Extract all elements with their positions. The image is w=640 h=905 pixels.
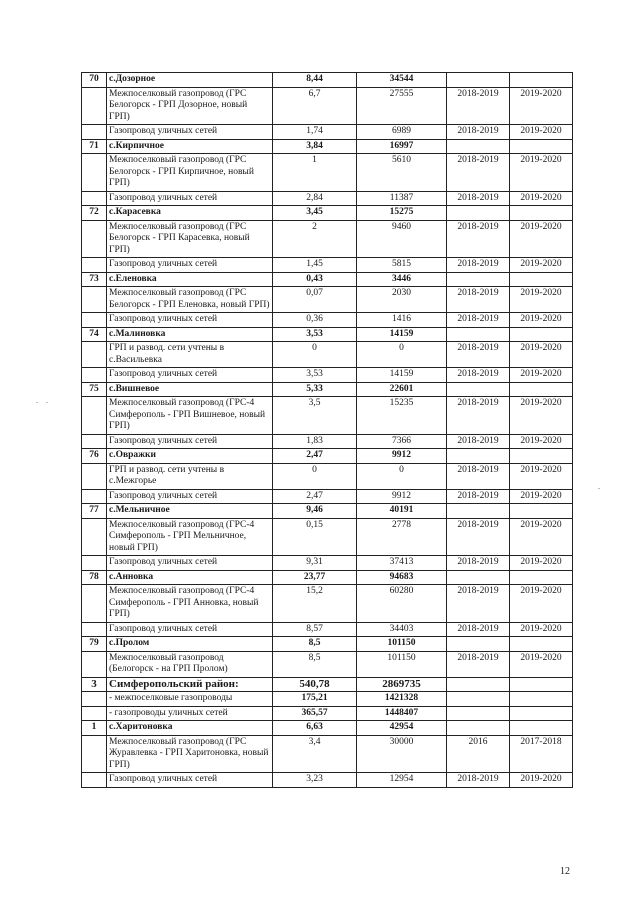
cell-length: 3,84 [273, 139, 357, 154]
cell-cost: 94683 [357, 570, 447, 585]
cell-period-2: 2019-2020 [510, 489, 573, 504]
cell-name: Газопровод уличных сетей [107, 489, 273, 504]
cell-cost: 1416 [357, 313, 447, 328]
cell-period-2: 2019-2020 [510, 463, 573, 489]
table-row [82, 287, 573, 313]
table-row [82, 735, 573, 773]
cell-name: Межпоселковый газопровод (ГРС Белогорск - ГРП Еленовка, новый ГРП) [107, 287, 273, 313]
cell-period-1 [447, 382, 510, 397]
cell-name: ГРП и развод. сети учтены в с.Межгорье [107, 463, 273, 489]
cell-length: 0,36 [273, 313, 357, 328]
cell-period-2 [510, 706, 573, 721]
cell-period-1 [447, 706, 510, 721]
cell-name: с.Вишневое [107, 382, 273, 397]
cell-cost: 6989 [357, 125, 447, 140]
village-row [82, 206, 573, 221]
cell-length: 23,77 [273, 570, 357, 585]
cell-period-2 [510, 449, 573, 464]
table-row [82, 556, 573, 571]
cell-number [82, 622, 107, 637]
cell-name: с.Дозорное [107, 73, 273, 88]
table-row [82, 489, 573, 504]
table-row [82, 154, 573, 192]
cell-length: 8,5 [273, 651, 357, 677]
cell-length: 3,53 [273, 327, 357, 342]
cell-name: Межпоселковый газопровод (ГРС Белогорск - ГРП Кирпичное, новый ГРП) [107, 154, 273, 192]
cell-name: Газопровод уличных сетей [107, 125, 273, 140]
cell-period-1 [447, 692, 510, 707]
cell-name: с.Овражки [107, 449, 273, 464]
cell-period-2 [510, 327, 573, 342]
cell-period-1 [447, 139, 510, 154]
cell-cost: 14159 [357, 368, 447, 383]
village-row [82, 327, 573, 342]
cell-length: 1 [273, 154, 357, 192]
cell-length: 0 [273, 342, 357, 368]
cell-number: 77 [82, 504, 107, 519]
cell-length: 8,44 [273, 73, 357, 88]
cell-number: 78 [82, 570, 107, 585]
cell-period-1: 2018-2019 [447, 518, 510, 556]
cell-period-2 [510, 139, 573, 154]
table-row [82, 87, 573, 125]
cell-cost: 15275 [357, 206, 447, 221]
cell-period-1: 2018-2019 [447, 258, 510, 273]
cell-period-1: 2018-2019 [447, 434, 510, 449]
cell-period-2 [510, 677, 573, 692]
cell-period-1: 2018-2019 [447, 773, 510, 788]
cell-period-2 [510, 73, 573, 88]
cell-cost: 60280 [357, 585, 447, 623]
cell-cost: 27555 [357, 87, 447, 125]
cell-period-2 [510, 721, 573, 736]
scan-speck [598, 488, 600, 489]
table-row [82, 191, 573, 206]
cell-length: 2 [273, 220, 357, 258]
cell-length: 3,45 [273, 206, 357, 221]
cell-period-2 [510, 504, 573, 519]
cell-cost: 0 [357, 342, 447, 368]
cell-period-2 [510, 272, 573, 287]
cell-number [82, 397, 107, 435]
village-row [82, 637, 573, 652]
cell-period-1 [447, 206, 510, 221]
village-row [82, 570, 573, 585]
page-number: 12 [560, 866, 570, 877]
cell-cost: 11387 [357, 191, 447, 206]
cell-name: Газопровод уличных сетей [107, 258, 273, 273]
cell-period-2: 2019-2020 [510, 191, 573, 206]
cell-number [82, 585, 107, 623]
cell-name: Межпоселковый газопровод (ГРС-4 Симферополь - ГРП Мельничное, новый ГРП) [107, 518, 273, 556]
cell-period-1 [447, 637, 510, 652]
cell-period-2: 2019-2020 [510, 518, 573, 556]
cell-number: 76 [82, 449, 107, 464]
cell-period-2: 2019-2020 [510, 397, 573, 435]
cell-period-1 [447, 272, 510, 287]
cell-name: с.Малиновка [107, 327, 273, 342]
cell-name: Газопровод уличных сетей [107, 368, 273, 383]
cell-cost: 2030 [357, 287, 447, 313]
cell-number: 75 [82, 382, 107, 397]
cell-name: Газопровод уличных сетей [107, 622, 273, 637]
table-row [82, 220, 573, 258]
cell-period-2: 2019-2020 [510, 585, 573, 623]
cell-number [82, 342, 107, 368]
cell-period-1 [447, 504, 510, 519]
cell-cost: 22601 [357, 382, 447, 397]
cell-length: 2,47 [273, 449, 357, 464]
cell-name: Межпоселковый газопровод (ГРС Журавлевка - ГРП Харитоновка, новый ГРП) [107, 735, 273, 773]
cell-period-2: 2019-2020 [510, 154, 573, 192]
cell-number [82, 518, 107, 556]
cell-length: 0,07 [273, 287, 357, 313]
table-row [82, 463, 573, 489]
cell-length: 3,4 [273, 735, 357, 773]
district-total-row [82, 677, 573, 692]
cell-period-1 [447, 677, 510, 692]
cell-period-2: 2019-2020 [510, 220, 573, 258]
cell-cost: 15235 [357, 397, 447, 435]
cell-period-1 [447, 449, 510, 464]
table-row [82, 258, 573, 273]
cell-name: с.Мельничное [107, 504, 273, 519]
cell-number [82, 258, 107, 273]
cell-name: Межпоселковый газопровод (ГРС-4 Симферополь - ГРП Вишневое, новый ГРП) [107, 397, 273, 435]
cell-length: 8,57 [273, 622, 357, 637]
cell-cost: 40191 [357, 504, 447, 519]
cell-period-2: 2019-2020 [510, 125, 573, 140]
cell-number: 73 [82, 272, 107, 287]
cell-period-2 [510, 637, 573, 652]
cell-cost: 2778 [357, 518, 447, 556]
cell-number: 1 [82, 721, 107, 736]
cell-cost: 16997 [357, 139, 447, 154]
cell-length: 15,2 [273, 585, 357, 623]
cell-period-1: 2018-2019 [447, 585, 510, 623]
table-row [82, 368, 573, 383]
cell-number [82, 556, 107, 571]
cell-period-1 [447, 570, 510, 585]
table-row [82, 125, 573, 140]
cell-period-1: 2018-2019 [447, 154, 510, 192]
cell-name: Межпоселковый газопровод (ГРС-4 Симферополь - ГРП Анновка, новый ГРП) [107, 585, 273, 623]
cell-name: Газопровод уличных сетей [107, 313, 273, 328]
cell-length: 3,53 [273, 368, 357, 383]
cell-period-2: 2019-2020 [510, 342, 573, 368]
cell-number [82, 154, 107, 192]
village-row [82, 139, 573, 154]
cell-length: 6,7 [273, 87, 357, 125]
cell-cost: 3446 [357, 272, 447, 287]
cell-length: 1,74 [273, 125, 357, 140]
cell-cost: 5815 [357, 258, 447, 273]
cell-cost: 14159 [357, 327, 447, 342]
cell-number [82, 313, 107, 328]
cell-number [82, 735, 107, 773]
cell-length: 3,5 [273, 397, 357, 435]
cell-cost: 2869735 [357, 677, 447, 692]
cell-number [82, 692, 107, 707]
cell-name: Газопровод уличных сетей [107, 434, 273, 449]
cell-period-2: 2019-2020 [510, 556, 573, 571]
cell-number [82, 287, 107, 313]
cell-number: 79 [82, 637, 107, 652]
cell-cost: 30000 [357, 735, 447, 773]
cell-number [82, 773, 107, 788]
cell-number [82, 706, 107, 721]
table-row [82, 651, 573, 677]
village-row [82, 382, 573, 397]
cell-period-1: 2018-2019 [447, 651, 510, 677]
cell-name: с.Анновка [107, 570, 273, 585]
cell-period-2: 2019-2020 [510, 313, 573, 328]
cell-period-2: 2019-2020 [510, 773, 573, 788]
cell-length: 365,57 [273, 706, 357, 721]
cell-period-1: 2018-2019 [447, 489, 510, 504]
cell-period-2: 2019-2020 [510, 87, 573, 125]
cell-name: Газопровод уличных сетей [107, 556, 273, 571]
cell-period-1 [447, 327, 510, 342]
cell-cost: 42954 [357, 721, 447, 736]
cell-length: 2,84 [273, 191, 357, 206]
table-row [82, 518, 573, 556]
table-row [82, 622, 573, 637]
cell-period-2: 2019-2020 [510, 434, 573, 449]
cell-period-2 [510, 206, 573, 221]
cell-number: 3 [82, 677, 107, 692]
cell-period-1: 2018-2019 [447, 342, 510, 368]
cell-length: 9,46 [273, 504, 357, 519]
cell-period-2: 2019-2020 [510, 258, 573, 273]
cell-length: 9,31 [273, 556, 357, 571]
cell-cost: 5610 [357, 154, 447, 192]
cell-number [82, 191, 107, 206]
cell-length: 1,45 [273, 258, 357, 273]
cell-period-1: 2016 [447, 735, 510, 773]
table-row [82, 397, 573, 435]
cell-name: с.Еленовка [107, 272, 273, 287]
cell-number [82, 87, 107, 125]
cell-period-2: 2019-2020 [510, 287, 573, 313]
cell-cost: 12954 [357, 773, 447, 788]
cell-number [82, 125, 107, 140]
cell-name: Газопровод уличных сетей [107, 191, 273, 206]
cell-cost: 0 [357, 463, 447, 489]
cell-cost: 7366 [357, 434, 447, 449]
cell-name: с.Кирпичное [107, 139, 273, 154]
cell-length: 8,5 [273, 637, 357, 652]
cell-name: ГРП и развод. сети учтены в с.Васильевка [107, 342, 273, 368]
cell-number: 71 [82, 139, 107, 154]
cell-length: 0,43 [273, 272, 357, 287]
cell-period-1: 2018-2019 [447, 368, 510, 383]
scan-speck [46, 402, 48, 403]
cell-number [82, 434, 107, 449]
cell-length: 0,15 [273, 518, 357, 556]
cell-number [82, 651, 107, 677]
cell-cost: 1448407 [357, 706, 447, 721]
cell-length: 540,78 [273, 677, 357, 692]
cell-number: 70 [82, 73, 107, 88]
table-row [82, 773, 573, 788]
cell-period-1: 2018-2019 [447, 125, 510, 140]
cell-number [82, 489, 107, 504]
cell-length: 0 [273, 463, 357, 489]
village-row [82, 721, 573, 736]
cell-cost: 34544 [357, 73, 447, 88]
cell-cost: 9912 [357, 449, 447, 464]
cell-name: - газопроводы уличных сетей [107, 706, 273, 721]
cell-length: 2,47 [273, 489, 357, 504]
cell-number: 72 [82, 206, 107, 221]
cell-period-2: 2019-2020 [510, 622, 573, 637]
cell-number [82, 368, 107, 383]
cell-period-1: 2018-2019 [447, 191, 510, 206]
cell-period-1: 2018-2019 [447, 397, 510, 435]
cell-period-1: 2018-2019 [447, 287, 510, 313]
cell-name: Межпоселковый газопровод (Белогорск - на ГРП Пролом) [107, 651, 273, 677]
cell-name: с.Пролом [107, 637, 273, 652]
cell-length: 175,21 [273, 692, 357, 707]
subtotal-row [82, 692, 573, 707]
village-row [82, 449, 573, 464]
cell-name: Газопровод уличных сетей [107, 773, 273, 788]
cell-name: Симферопольский район: [107, 677, 273, 692]
cell-period-1: 2018-2019 [447, 463, 510, 489]
cell-period-1: 2018-2019 [447, 313, 510, 328]
cell-cost: 101150 [357, 637, 447, 652]
cell-length: 6,63 [273, 721, 357, 736]
cell-cost: 37413 [357, 556, 447, 571]
cell-cost: 9460 [357, 220, 447, 258]
cell-name: - межпоселковые газопроводы [107, 692, 273, 707]
cell-period-2: 2019-2020 [510, 651, 573, 677]
cell-period-2 [510, 692, 573, 707]
cell-length: 5,33 [273, 382, 357, 397]
village-row [82, 73, 573, 88]
table-row [82, 313, 573, 328]
cell-length: 3,23 [273, 773, 357, 788]
cell-number [82, 463, 107, 489]
cell-name: с.Карасевка [107, 206, 273, 221]
cell-cost: 34403 [357, 622, 447, 637]
cell-number [82, 220, 107, 258]
cell-name: с.Харитоновка [107, 721, 273, 736]
cell-name: Межпоселковый газопровод (ГРС Белогорск - ГРП Дозорное, новый ГРП) [107, 87, 273, 125]
village-row [82, 272, 573, 287]
cell-period-1: 2018-2019 [447, 220, 510, 258]
cell-period-1: 2018-2019 [447, 622, 510, 637]
cell-name: Межпоселковый газопровод (ГРС Белогорск - ГРП Карасевка, новый ГРП) [107, 220, 273, 258]
cell-cost: 1421328 [357, 692, 447, 707]
cell-period-1: 2018-2019 [447, 87, 510, 125]
cell-cost: 9912 [357, 489, 447, 504]
cell-period-1 [447, 721, 510, 736]
cell-period-1 [447, 73, 510, 88]
cell-cost: 101150 [357, 651, 447, 677]
cell-number: 74 [82, 327, 107, 342]
table-row [82, 434, 573, 449]
subtotal-row [82, 706, 573, 721]
cell-period-2: 2019-2020 [510, 368, 573, 383]
cell-period-2 [510, 570, 573, 585]
cell-length: 1,83 [273, 434, 357, 449]
table-row [82, 342, 573, 368]
scan-speck [36, 402, 38, 403]
cell-period-2 [510, 382, 573, 397]
table-row [82, 585, 573, 623]
gas-pipeline-table [81, 72, 573, 788]
cell-period-2: 2017-2018 [510, 735, 573, 773]
cell-period-1: 2018-2019 [447, 556, 510, 571]
village-row [82, 504, 573, 519]
